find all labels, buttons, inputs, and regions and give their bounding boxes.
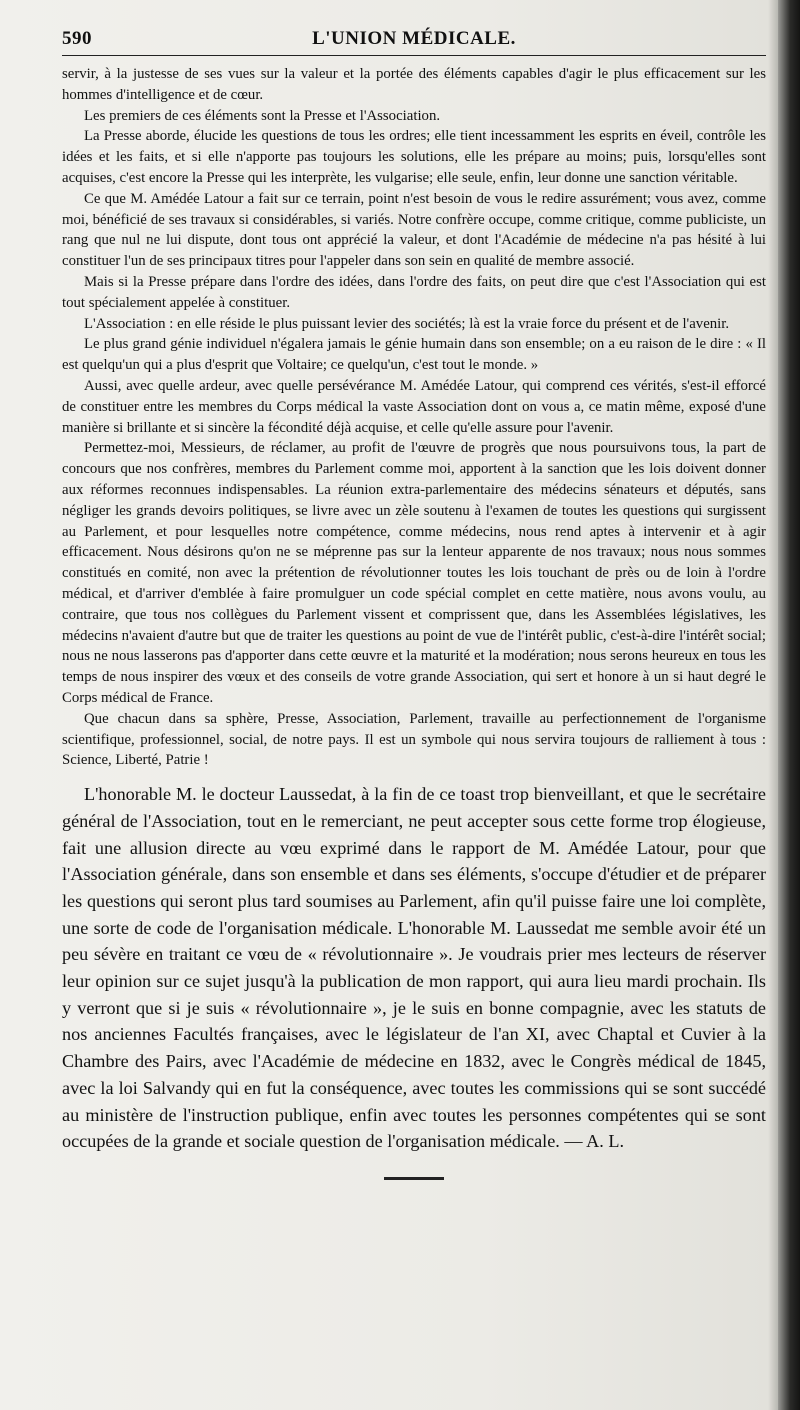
speech-paragraph: Aussi, avec quelle ardeur, avec quelle persévérance M. Amédée Latour, qui comprend ces vérités, s'est-il efforcé de constituer entre les membres du Corps médical la vaste Association dont on vous a, ce matin même, exposé d'une manière si brillante et si sincère la fécondité déjà acquise, et celle qu'elle assure pour l'avenir.: [62, 377, 766, 436]
book-spine-shadow: [778, 0, 800, 1410]
speech-paragraph: servir, à la justesse de ses vues sur la valeur et la portée des éléments capables d'agir le plus efficacement sur les hommes d'intelligence et de cœur.: [62, 66, 766, 103]
page-number: 590: [62, 28, 92, 49]
editor-commentary: [62, 781, 766, 1155]
running-title: L'UNION MÉDICALE.: [312, 28, 516, 49]
page-header: [62, 20, 766, 56]
toast-speech: [62, 64, 766, 771]
speech-paragraph: Les premiers de ces éléments sont la Presse et l'Association.: [84, 107, 441, 124]
closing-rule: [384, 1177, 444, 1180]
speech-paragraph: Le plus grand génie individuel n'égalera jamais le génie humain dans son ensemble; on a eu raison de le dire : « Il est quelqu'un qui a plus d'esprit que Voltaire; ce quelqu'un, c'est tout le monde. »: [62, 336, 766, 374]
speech-paragraph: Permettez-moi, Messieurs, de réclamer, au profit de l'œuvre de progrès que nous poursuivons tous, la part de concours que nos confrères, membres du Parlement comme moi, apportent à la sanction que les lois doivent donner aux réformes reconnues indispensables. La réunion extra-parlementaire des médecins sénateurs et députés, sans négliger les grands devoirs politiques, se livre avec un zèle soutenu à l'examen de toutes les questions qui surgissent au Parlement, et pour lesquelles notre compétence, comme médecins, nous rend aptes à intervenir et à agir efficacement. Nous désirons qu'on ne se méprenne pas sur la lenteur apparente de nos travaux; nous nous sommes constitués en comité, non avec la prétention de révolutionner toutes les lois touchant de près ou de loin à l'ordre médical, et d'arriver d'emblée à faire promulguer un code spécial complet en cette matière, nous avons voulu, au contraire, que tous nos collègues du Parlement vissent et comprissent que, dans les Assemblées législatives, les médecins n'avaient d'autre but que de traiter les questions au point de vue de l'intérêt public, c'est-à-dire l'intérêt social; nous ne nous lasserons pas d'apporter dans cette œuvre et la maturité et la modération; nous serons heureux en tous les temps de nous inspirer des vœux et des conseils de votre grande Association, qui sert et honore à un si haut degré le Corps médical de France.: [62, 440, 767, 706]
commentary-paragraph: L'honorable M. le docteur Laussedat, à la fin de ce toast trop bienveillant, et que le secrétaire général de l'Association, tout en le remerciant, ne peut accepter sous cette forme trop élogieuse, fait une allusion directe au vœu exprimé dans le rapport de M. Amédée Latour, pour que l'Association générale, dans son ensemble et dans ses éléments, s'occupe d'étudier et de préparer les questions qui seront plus tard soumises au Parlement, afin qu'il puisse faire une loi complète, une sorte de code de l'organisation médicale. L'honorable M. Laussedat me semble avoir été un peu sévère en traitant ce vœu de « révolutionnaire ». Je voudrais prier mes lecteurs de réserver leur opinion sur ce sujet jusqu'à la publication de mon rapport, qui aura lieu mardi prochain. Ils y verront que si je suis « révolutionnaire », je le suis en bonne compagnie, avec les statuts de nos anciennes Facultés françaises, avec le législateur de l'an XI, avec Chaptal et Cuvier à la Chambre des Pairs, avec l'Académie de médecine en 1832, avec le Congrès médical de 1845, avec la loi Salvandy qui en fut la conséquence, avec toutes les commissions qui se sont succédé au ministère de l'instruction publique, enfin avec toutes les personnes compétentes qui se sont occupées de la grande et sociale question de l'organisation médicale. — A. L.: [62, 784, 766, 1152]
header-rule: [62, 55, 766, 56]
speech-paragraph: Mais si la Presse prépare dans l'ordre des idées, dans l'ordre des faits, on peut dire que c'est l'Association qui est tout spécialement appelée à constituer.: [62, 273, 766, 311]
speech-paragraph: L'Association : en elle réside le plus puissant levier des sociétés; là est la vraie force du présent et de l'avenir.: [84, 315, 730, 332]
speech-paragraph: La Presse aborde, élucide les questions de tous les ordres; elle tient incessamment les esprits en éveil, contrôle les idées et les faits, et si elle n'apporte pas toujours les solutions, elle les prépare au moins; puis, lorsqu'elles sont acquises, c'est encore la Presse qui les interprète, les vulgarise; elle seule, enfin, leur donne une sanction véritable.: [62, 128, 766, 186]
speech-paragraph: Que chacun dans sa sphère, Presse, Association, Parlement, travaille au perfectionnement de l'organisme scientifique, professionnel, social, de notre pays. Il est un symbole qui nous servira toujours de ralliement à tous : Science, Liberté, Patrie !: [62, 710, 766, 769]
speech-paragraph: Ce que M. Amédée Latour a fait sur ce terrain, point n'est besoin de vous le redire assurément; vous avez, comme moi, bénéficié de ses travaux si considérables, si variés. Notre confrère occupe, comme critique, comme publiciste, un rang que nul ne lui dispute, dont tous ont apprécié la valeur, et dont l'Académie de médecine n'a pas hésité à lui constituer l'un de ses principaux titres pour l'appeler dans son sein en qualité de membre associé.: [62, 190, 766, 270]
